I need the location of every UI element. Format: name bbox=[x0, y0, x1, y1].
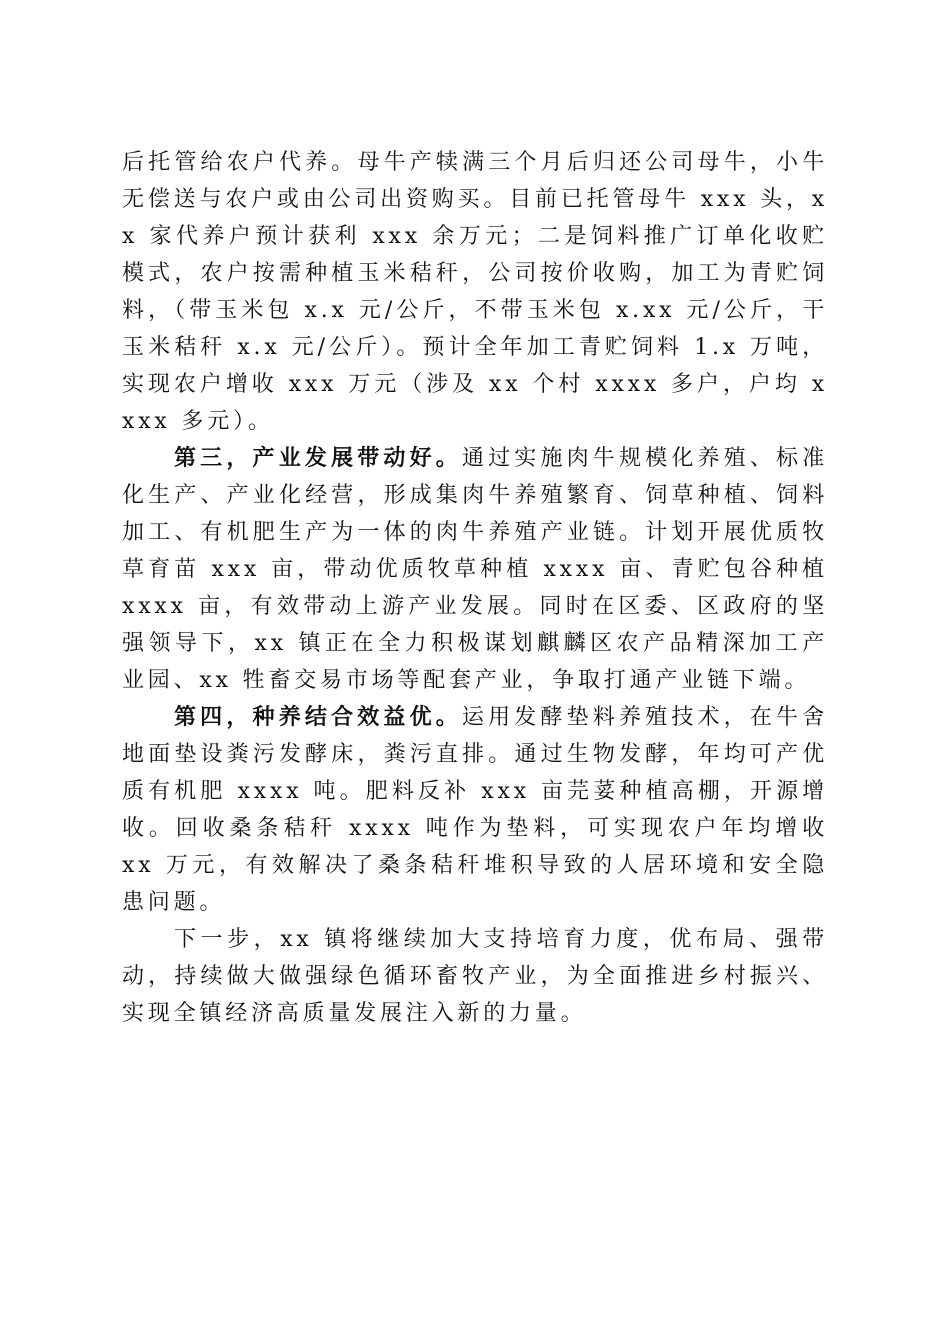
paragraph-next-step bbox=[122, 921, 828, 1032]
paragraph-third-point bbox=[122, 440, 828, 699]
paragraph-text: 下一步，xx 镇将继续加大支持培育力度，优布局、强带动，持续做大做强绿色循环畜牧产业，为全面推进乡村振兴、实现全镇经济高质量发展注入新的力量。 bbox=[122, 927, 828, 1026]
paragraph-continuation bbox=[122, 144, 828, 440]
document-page bbox=[122, 144, 828, 1032]
paragraph-heading: 第三，产业发展带动好。 bbox=[174, 445, 462, 471]
paragraph-text: 后托管给农户代养。母牛产犊满三个月后归还公司母牛，小牛无偿送与农户或由公司出资购买。目前已托管母牛 xxx 头，xx 家代养户预计获利 xxx 余万元；二是饲料推广订单化收贮模式，农户按需种植玉米秸秆，公司按价收购，加工为青贮饲料，（带玉米包 x.x 元/公斤，不带玉米包 x.xx 元/公斤，干玉米秸秆 x.x 元/公斤）。预计全年加工青贮饲料 1.x 万吨，实现农户增收 xxx 万元（涉及 xx 个村 xxxx 多户，户均 xxxx 多元）。 bbox=[122, 150, 828, 434]
paragraph-heading: 第四，种养结合效益优。 bbox=[174, 704, 462, 730]
paragraph-fourth-point bbox=[122, 699, 828, 921]
paragraph-text: 通过实施肉牛规模化养殖、标准化生产、产业化经营，形成集肉牛养殖繁育、饲草种植、饲料加工、有机肥生产为一体的肉牛养殖产业链。计划开展优质牧草育苗 xxx 亩，带动优质牧草种植 xxxx 亩、青贮包谷种植 xxxx 亩，有效带动上游产业发展。同时在区委、区政府的坚强领导下，xx 镇正在全力积极谋划麒麟区农产品精深加工产业园、xx 牲畜交易市场等配套产业，争取打通产业链下端。 bbox=[122, 446, 828, 693]
paragraph-text: 运用发酵垫料养殖技术，在牛舍地面垫设粪污发酵床，粪污直排。通过生物发酵，年均可产优质有机肥 xxxx 吨。肥料反补 xxx 亩芫荽种植高棚，开源增收。回收桑条秸秆 xxxx 吨作为垫料，可实现农户年均增收 xx 万元，有效解决了桑条秸秆堆积导致的人居环境和安全隐患问题。 bbox=[122, 705, 828, 915]
